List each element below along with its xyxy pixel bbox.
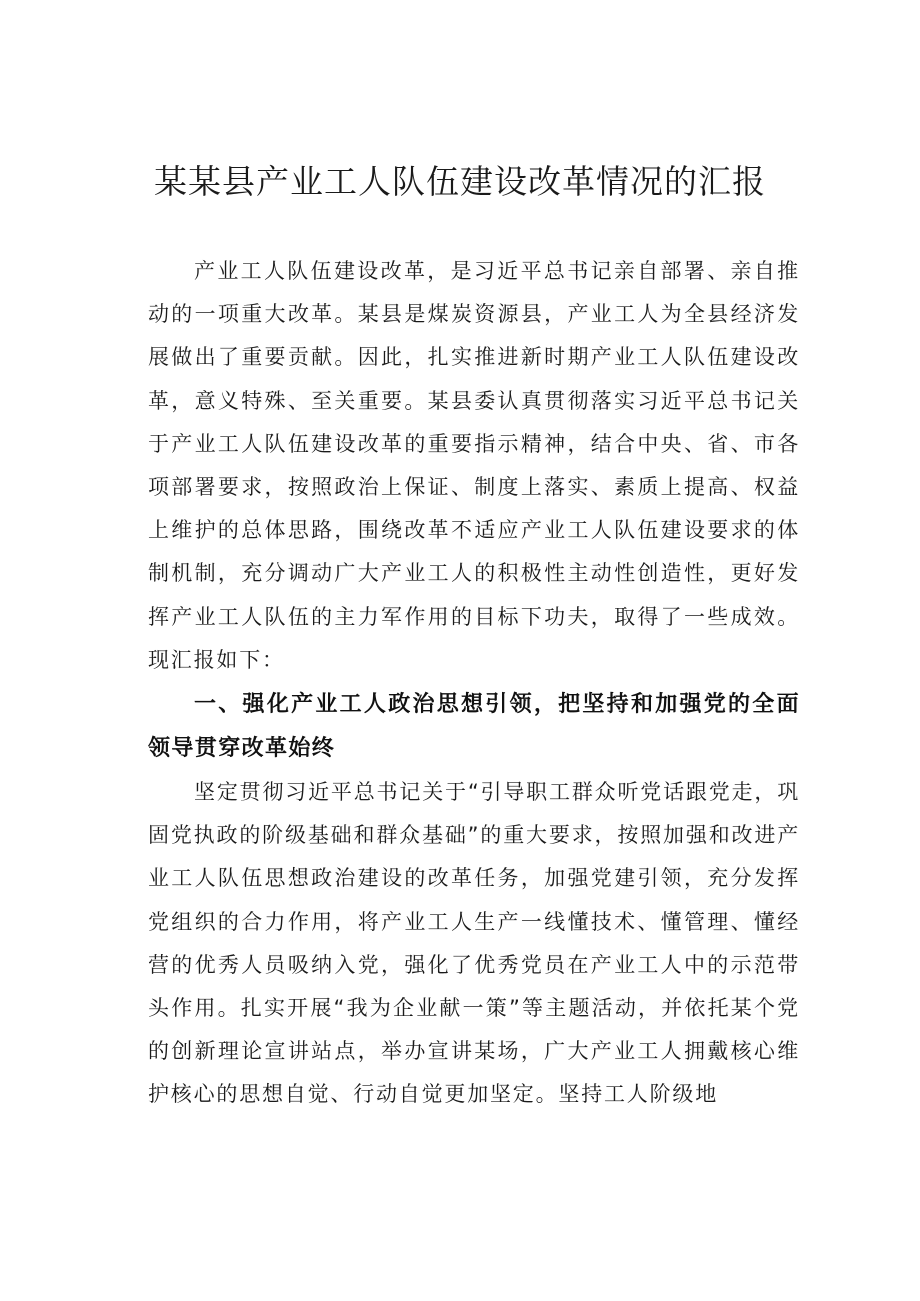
document-title: 某某县产业工人队伍建设改革情况的汇报 <box>154 162 766 201</box>
section-1-paragraph: 坚定贯彻习近平总书记关于“引导职工群众听党话跟党走，巩固党执政的阶级基础和群众基础”的重大要求，按照加强和改进产业工人队伍思想政治建设的改革任务，加强党建引领，充分发挥党组织的合力作用，将产业工人生产一线懂技术、懂管理、懂经营的优秀人员吸纳入党，强化了优秀党员在产业工人中的示范带头作用。扎实开展“我为企业献一策”等主题活动，并依托某个党的创新理论宣讲站点，举办宣讲某场，广大产业工人拥戴核心维护核心的思想自觉、行动自觉更加坚定。坚持工人阶级地 <box>148 780 800 1107</box>
section-heading-1: 一、强化产业工人政治思想引领，把坚持和加强党的全面领导贯穿改革始终 <box>148 692 800 761</box>
intro-paragraph: 产业工人队伍建设改革，是习近平总书记亲自部署、亲自推动的一项重大改革。某县是煤炭资源县，产业工人为全县经济发展做出了重要贡献。因此，扎实推进新时期产业工人队伍建设改革，意义特殊、至关重要。某县委认真贯彻落实习近平总书记关于产业工人队伍建设改革的重要指示精神，结合中央、省、市各项部署要求，按照政治上保证、制度上落实、素质上提高、权益上维护的总体思路，围绕改革不适应产业工人队伍建设要求的体制机制，充分调动广大产业工人的积极性主动性创造性，更好发挥产业工人队伍的主力军作用的目标下功夫，取得了一些成效。现汇报如下： <box>148 259 800 672</box>
